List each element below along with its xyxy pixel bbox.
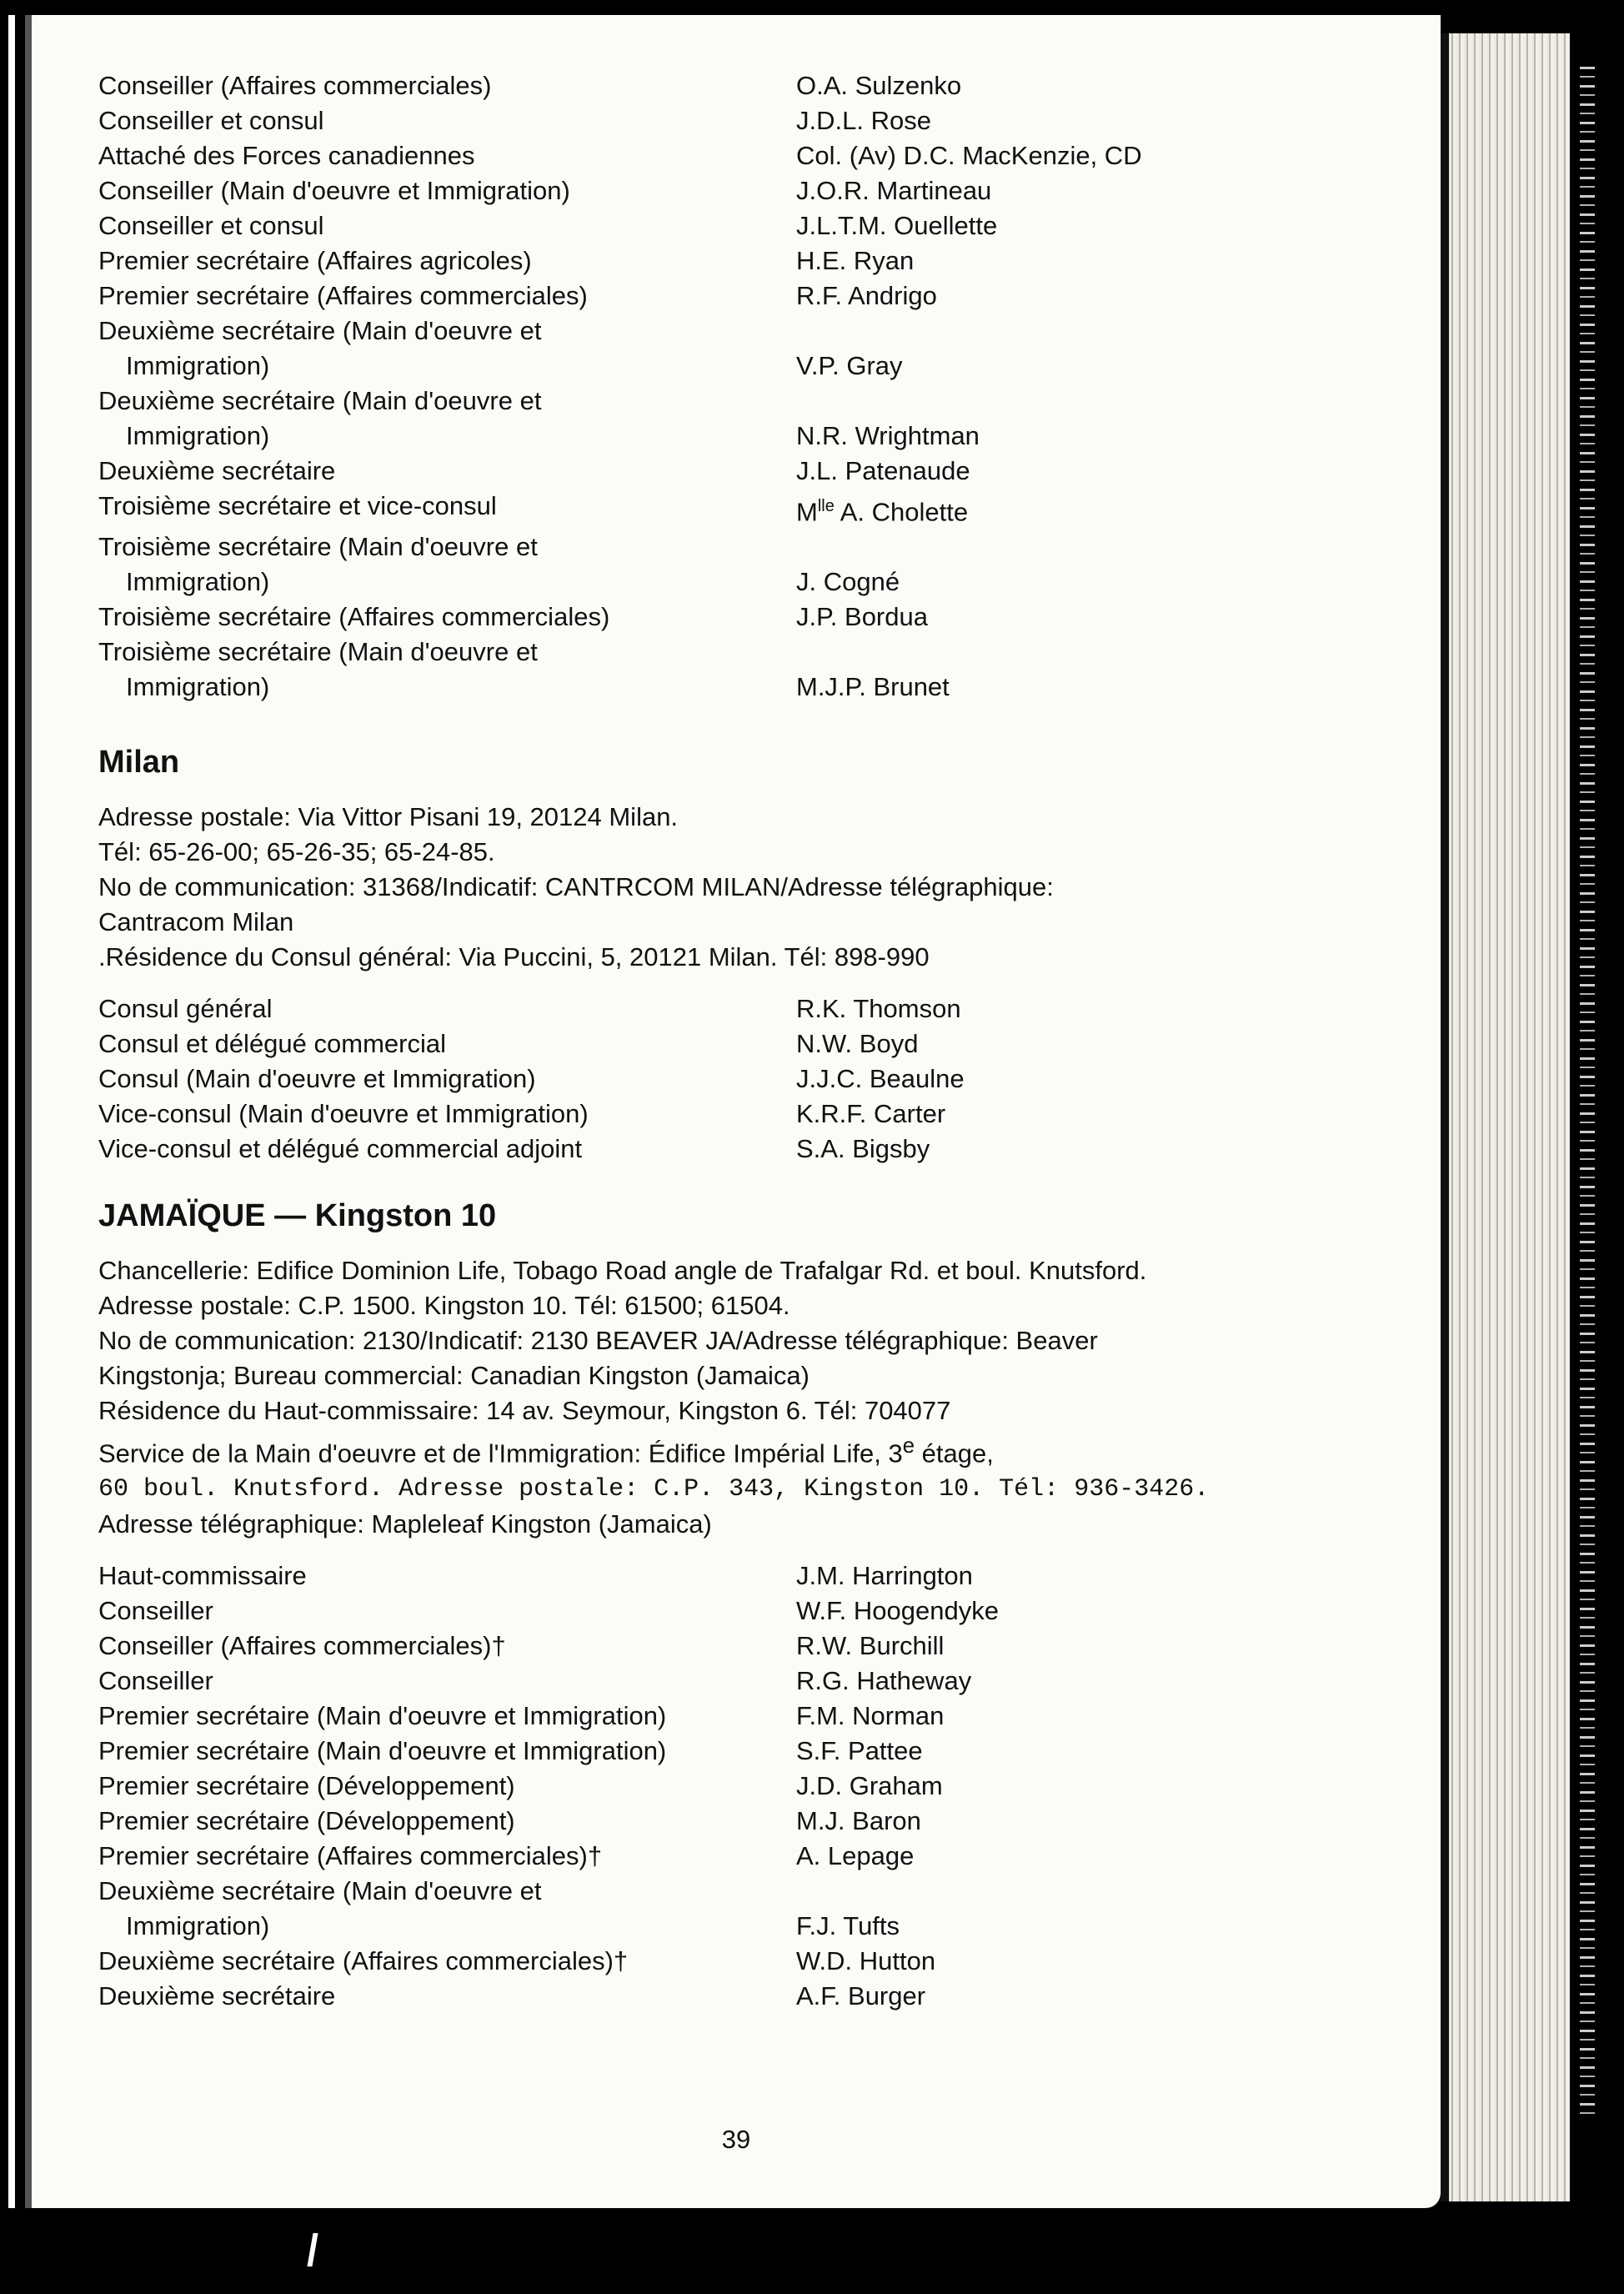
staff-role bbox=[98, 635, 796, 705]
staff-name: O.A. Sulzenko bbox=[796, 71, 962, 100]
role-line: Conseiller bbox=[98, 1595, 213, 1625]
staff-role bbox=[98, 208, 796, 243]
staff-role bbox=[98, 384, 796, 454]
staff-entry bbox=[98, 208, 1349, 243]
staff-role bbox=[98, 173, 796, 208]
staff-role bbox=[98, 243, 796, 279]
role-line: Immigration) bbox=[126, 421, 270, 450]
staff-name: N.W. Boyd bbox=[796, 1029, 919, 1059]
role-line: Troisième secrétaire (Main d'oeuvre et bbox=[98, 637, 538, 667]
staff-role bbox=[98, 1979, 796, 2014]
role-line: Conseiller et consul bbox=[98, 106, 324, 135]
staff-entry bbox=[98, 1839, 1349, 1874]
staff-role bbox=[98, 1132, 796, 1167]
staff-name: R.G. Hatheway bbox=[796, 1665, 972, 1695]
address-line: Kingstonja; Bureau commercial: Canadian Kingston (Jamaica) bbox=[98, 1361, 809, 1391]
page-number: 39 bbox=[721, 2125, 751, 2154]
role-line: Deuxième secrétaire (Main d'oeuvre et bbox=[98, 316, 542, 345]
immigration-service-line: Service de la Main d'oeuvre et de l'Immigration: Édifice Impérial Life, 3e étage, bbox=[98, 1434, 994, 1468]
role-line: Conseiller et consul bbox=[98, 211, 324, 240]
address-line: Adresse postale: Via Vittor Pisani 19, 20124 Milan. bbox=[98, 802, 679, 832]
staff-entry bbox=[98, 1132, 1349, 1167]
staff-name: K.R.F. Carter bbox=[796, 1099, 946, 1129]
role-line: Attaché des Forces canadiennes bbox=[98, 141, 475, 170]
staff-role bbox=[98, 1664, 796, 1699]
address-line: .Résidence du Consul général: Via Puccini, 5, 20121 Milan. Tél: 898-990 bbox=[98, 942, 930, 972]
role-line: Consul général bbox=[98, 994, 273, 1024]
document-page bbox=[32, 15, 1441, 2208]
staff-name: V.P. Gray bbox=[796, 351, 903, 380]
staff-entry bbox=[98, 489, 1349, 530]
staff-entry bbox=[98, 243, 1349, 279]
staff-entry bbox=[98, 1734, 1349, 1769]
address-line: Adresse postale: C.P. 1500. Kingston 10. Tél: 61500; 61504. bbox=[98, 1291, 790, 1321]
staff-role bbox=[98, 991, 796, 1027]
role-line: Premier secrétaire (Main d'oeuvre et Immigration) bbox=[98, 1700, 667, 1730]
staff-role bbox=[98, 1062, 796, 1097]
address-line: Chancellerie: Edifice Dominion Life, Tobago Road angle de Trafalgar Rd. et boul. Knutsford. bbox=[98, 1256, 1147, 1286]
staff-role bbox=[98, 489, 796, 530]
staff-name: J.J.C. Beaulne bbox=[796, 1064, 965, 1094]
staff-entry bbox=[98, 1699, 1349, 1734]
staff-role bbox=[98, 1734, 796, 1769]
staff-entry bbox=[98, 1097, 1349, 1132]
staff-entry bbox=[98, 1594, 1349, 1629]
milan-address-block bbox=[98, 800, 1349, 975]
staff-entry bbox=[98, 1629, 1349, 1664]
staff-name: M.J. Baron bbox=[796, 1805, 921, 1835]
book-binding-edge bbox=[0, 15, 32, 2208]
staff-name: J.L.T.M. Ouellette bbox=[796, 211, 998, 240]
staff-role bbox=[98, 454, 796, 489]
staff-name: S.F. Pattee bbox=[796, 1735, 923, 1765]
immigration-postal-line: 60 boul. Knutsford. Adresse postale: C.P. 343, Kingston 10. Tél: 936-3426. bbox=[98, 1474, 1210, 1503]
staff-entry bbox=[98, 1804, 1349, 1839]
address-line: Cantracom Milan bbox=[98, 907, 294, 937]
role-line: Immigration) bbox=[126, 567, 270, 597]
role-line: Deuxième secrétaire bbox=[98, 456, 336, 485]
staff-name: W.F. Hoogendyke bbox=[796, 1595, 999, 1625]
staff-role bbox=[98, 1027, 796, 1062]
staff-entry bbox=[98, 384, 1349, 454]
staff-role bbox=[98, 279, 796, 314]
role-line: Troisième secrétaire (Affaires commerciales) bbox=[98, 602, 610, 632]
staff-role bbox=[98, 314, 796, 384]
role-line: Vice-consul et délégué commercial adjoint bbox=[98, 1134, 583, 1164]
staff-entry bbox=[98, 600, 1349, 635]
staff-role bbox=[98, 1804, 796, 1839]
staff-entry bbox=[98, 530, 1349, 600]
staff-list-top bbox=[98, 68, 1349, 705]
staff-entry bbox=[98, 1664, 1349, 1699]
role-line: Troisième secrétaire (Main d'oeuvre et bbox=[98, 532, 538, 562]
staff-entry bbox=[98, 635, 1349, 705]
staff-entry bbox=[98, 103, 1349, 138]
role-line: Troisième secrétaire et vice-consul bbox=[98, 491, 497, 520]
staff-name: R.K. Thomson bbox=[796, 994, 961, 1024]
staff-entry bbox=[98, 314, 1349, 384]
staff-name: N.R. Wrightman bbox=[796, 421, 980, 450]
staff-entry bbox=[98, 1027, 1349, 1062]
role-line: Conseiller bbox=[98, 1665, 213, 1695]
role-line: Consul (Main d'oeuvre et Immigration) bbox=[98, 1064, 536, 1094]
staff-role bbox=[98, 1559, 796, 1594]
staff-name: J.D. Graham bbox=[796, 1770, 943, 1800]
role-line: Premier secrétaire (Affaires agricoles) bbox=[98, 246, 532, 275]
role-line: Premier secrétaire (Main d'oeuvre et Immigration) bbox=[98, 1735, 667, 1765]
staff-list-jamaique bbox=[98, 1559, 1349, 2014]
role-line: Premier secrétaire (Développement) bbox=[98, 1805, 515, 1835]
staff-entry bbox=[98, 454, 1349, 489]
staff-entry bbox=[98, 1874, 1349, 1944]
staff-role bbox=[98, 103, 796, 138]
staff-role bbox=[98, 1769, 796, 1804]
role-line: Deuxième secrétaire (Affaires commerciales)† bbox=[98, 1945, 629, 1975]
staff-role bbox=[98, 1594, 796, 1629]
staff-entry bbox=[98, 1979, 1349, 2014]
staff-role bbox=[98, 1629, 796, 1664]
page-content bbox=[98, 68, 1349, 2014]
role-line: Premier secrétaire (Affaires commerciales)† bbox=[98, 1840, 603, 1870]
address-line: No de communication: 2130/Indicatif: 2130 BEAVER JA/Adresse télégraphique: Beaver bbox=[98, 1326, 1098, 1356]
staff-name: H.E. Ryan bbox=[796, 246, 915, 275]
staff-name: A.F. Burger bbox=[796, 1980, 926, 2010]
role-line: Immigration) bbox=[126, 672, 270, 702]
staff-role bbox=[98, 1874, 796, 1944]
role-line: Immigration) bbox=[126, 351, 270, 380]
address-line: No de communication: 31368/Indicatif: CANTRCOM MILAN/Adresse télégraphique: bbox=[98, 872, 1054, 902]
staff-name: S.A. Bigsby bbox=[796, 1134, 930, 1164]
staff-name: J. Cogné bbox=[796, 567, 900, 597]
staff-role bbox=[98, 600, 796, 635]
staff-name: Col. (Av) D.C. MacKenzie, CD bbox=[796, 141, 1142, 170]
immigration-telegraph-line: Adresse télégraphique: Mapleleaf Kingston (Jamaica) bbox=[98, 1508, 712, 1539]
staff-name: J.O.R. Martineau bbox=[796, 176, 992, 205]
page-stack-edge bbox=[1441, 33, 1570, 2201]
staff-name: M.J.P. Brunet bbox=[796, 672, 950, 702]
role-line: Consul et délégué commercial bbox=[98, 1029, 446, 1059]
staff-role bbox=[98, 1097, 796, 1132]
role-line: Vice-consul (Main d'oeuvre et Immigration) bbox=[98, 1099, 589, 1129]
staff-role bbox=[98, 1944, 796, 1979]
staff-name: J.D.L. Rose bbox=[796, 106, 931, 135]
section-heading-milan: Milan bbox=[98, 745, 180, 781]
role-line: Deuxième secrétaire (Main d'oeuvre et bbox=[98, 1875, 542, 1905]
staff-name: F.J. Tufts bbox=[796, 1910, 900, 1940]
staff-entry bbox=[98, 68, 1349, 103]
address-line: Tél: 65-26-00; 65-26-35; 65-24-85. bbox=[98, 837, 495, 867]
staff-name: A. Lepage bbox=[796, 1840, 915, 1870]
staff-role bbox=[98, 1699, 796, 1734]
staff-entry bbox=[98, 173, 1349, 208]
jamaique-address-block bbox=[98, 1253, 1349, 1428]
role-line: Deuxième secrétaire bbox=[98, 1980, 336, 2010]
staff-role bbox=[98, 530, 796, 600]
staff-entry bbox=[98, 138, 1349, 173]
staff-entry bbox=[98, 1559, 1349, 1594]
section-heading-jamaique: JAMAÏQUE — Kingston 10 bbox=[98, 1198, 497, 1234]
staff-entry bbox=[98, 1944, 1349, 1979]
staff-entry bbox=[98, 279, 1349, 314]
staff-entry bbox=[98, 991, 1349, 1027]
staff-name: R.F. Andrigo bbox=[796, 281, 937, 310]
staff-name: F.M. Norman bbox=[796, 1700, 945, 1730]
role-line: Premier secrétaire (Affaires commerciales) bbox=[98, 281, 588, 310]
staff-role bbox=[98, 138, 796, 173]
staff-name: J.M. Harrington bbox=[796, 1560, 973, 1590]
staff-name: J.P. Bordua bbox=[796, 602, 928, 632]
scan-artifact bbox=[307, 2233, 318, 2266]
staff-name: R.W. Burchill bbox=[796, 1630, 945, 1660]
staff-entry bbox=[98, 1062, 1349, 1097]
staff-entry bbox=[98, 1769, 1349, 1804]
role-line: Immigration) bbox=[126, 1910, 270, 1940]
role-line: Haut-commissaire bbox=[98, 1560, 307, 1590]
role-line: Premier secrétaire (Développement) bbox=[98, 1770, 515, 1800]
address-line: Résidence du Haut-commissaire: 14 av. Seymour, Kingston 6. Tél: 704077 bbox=[98, 1396, 951, 1426]
staff-role bbox=[98, 68, 796, 103]
staff-list-milan bbox=[98, 991, 1349, 1167]
page-edge-marks bbox=[1580, 67, 1595, 2118]
role-line: Deuxième secrétaire (Main d'oeuvre et bbox=[98, 386, 542, 415]
role-line: Conseiller (Affaires commerciales) bbox=[98, 71, 492, 100]
role-line: Conseiller (Main d'oeuvre et Immigration) bbox=[98, 176, 570, 205]
staff-name: $M^{lle}$ A. Cholette bbox=[796, 497, 969, 527]
staff-role bbox=[98, 1839, 796, 1874]
role-line: Conseiller (Affaires commerciales)† bbox=[98, 1630, 506, 1660]
staff-name: W.D. Hutton bbox=[796, 1945, 936, 1975]
staff-name: J.L. Patenaude bbox=[796, 456, 970, 485]
